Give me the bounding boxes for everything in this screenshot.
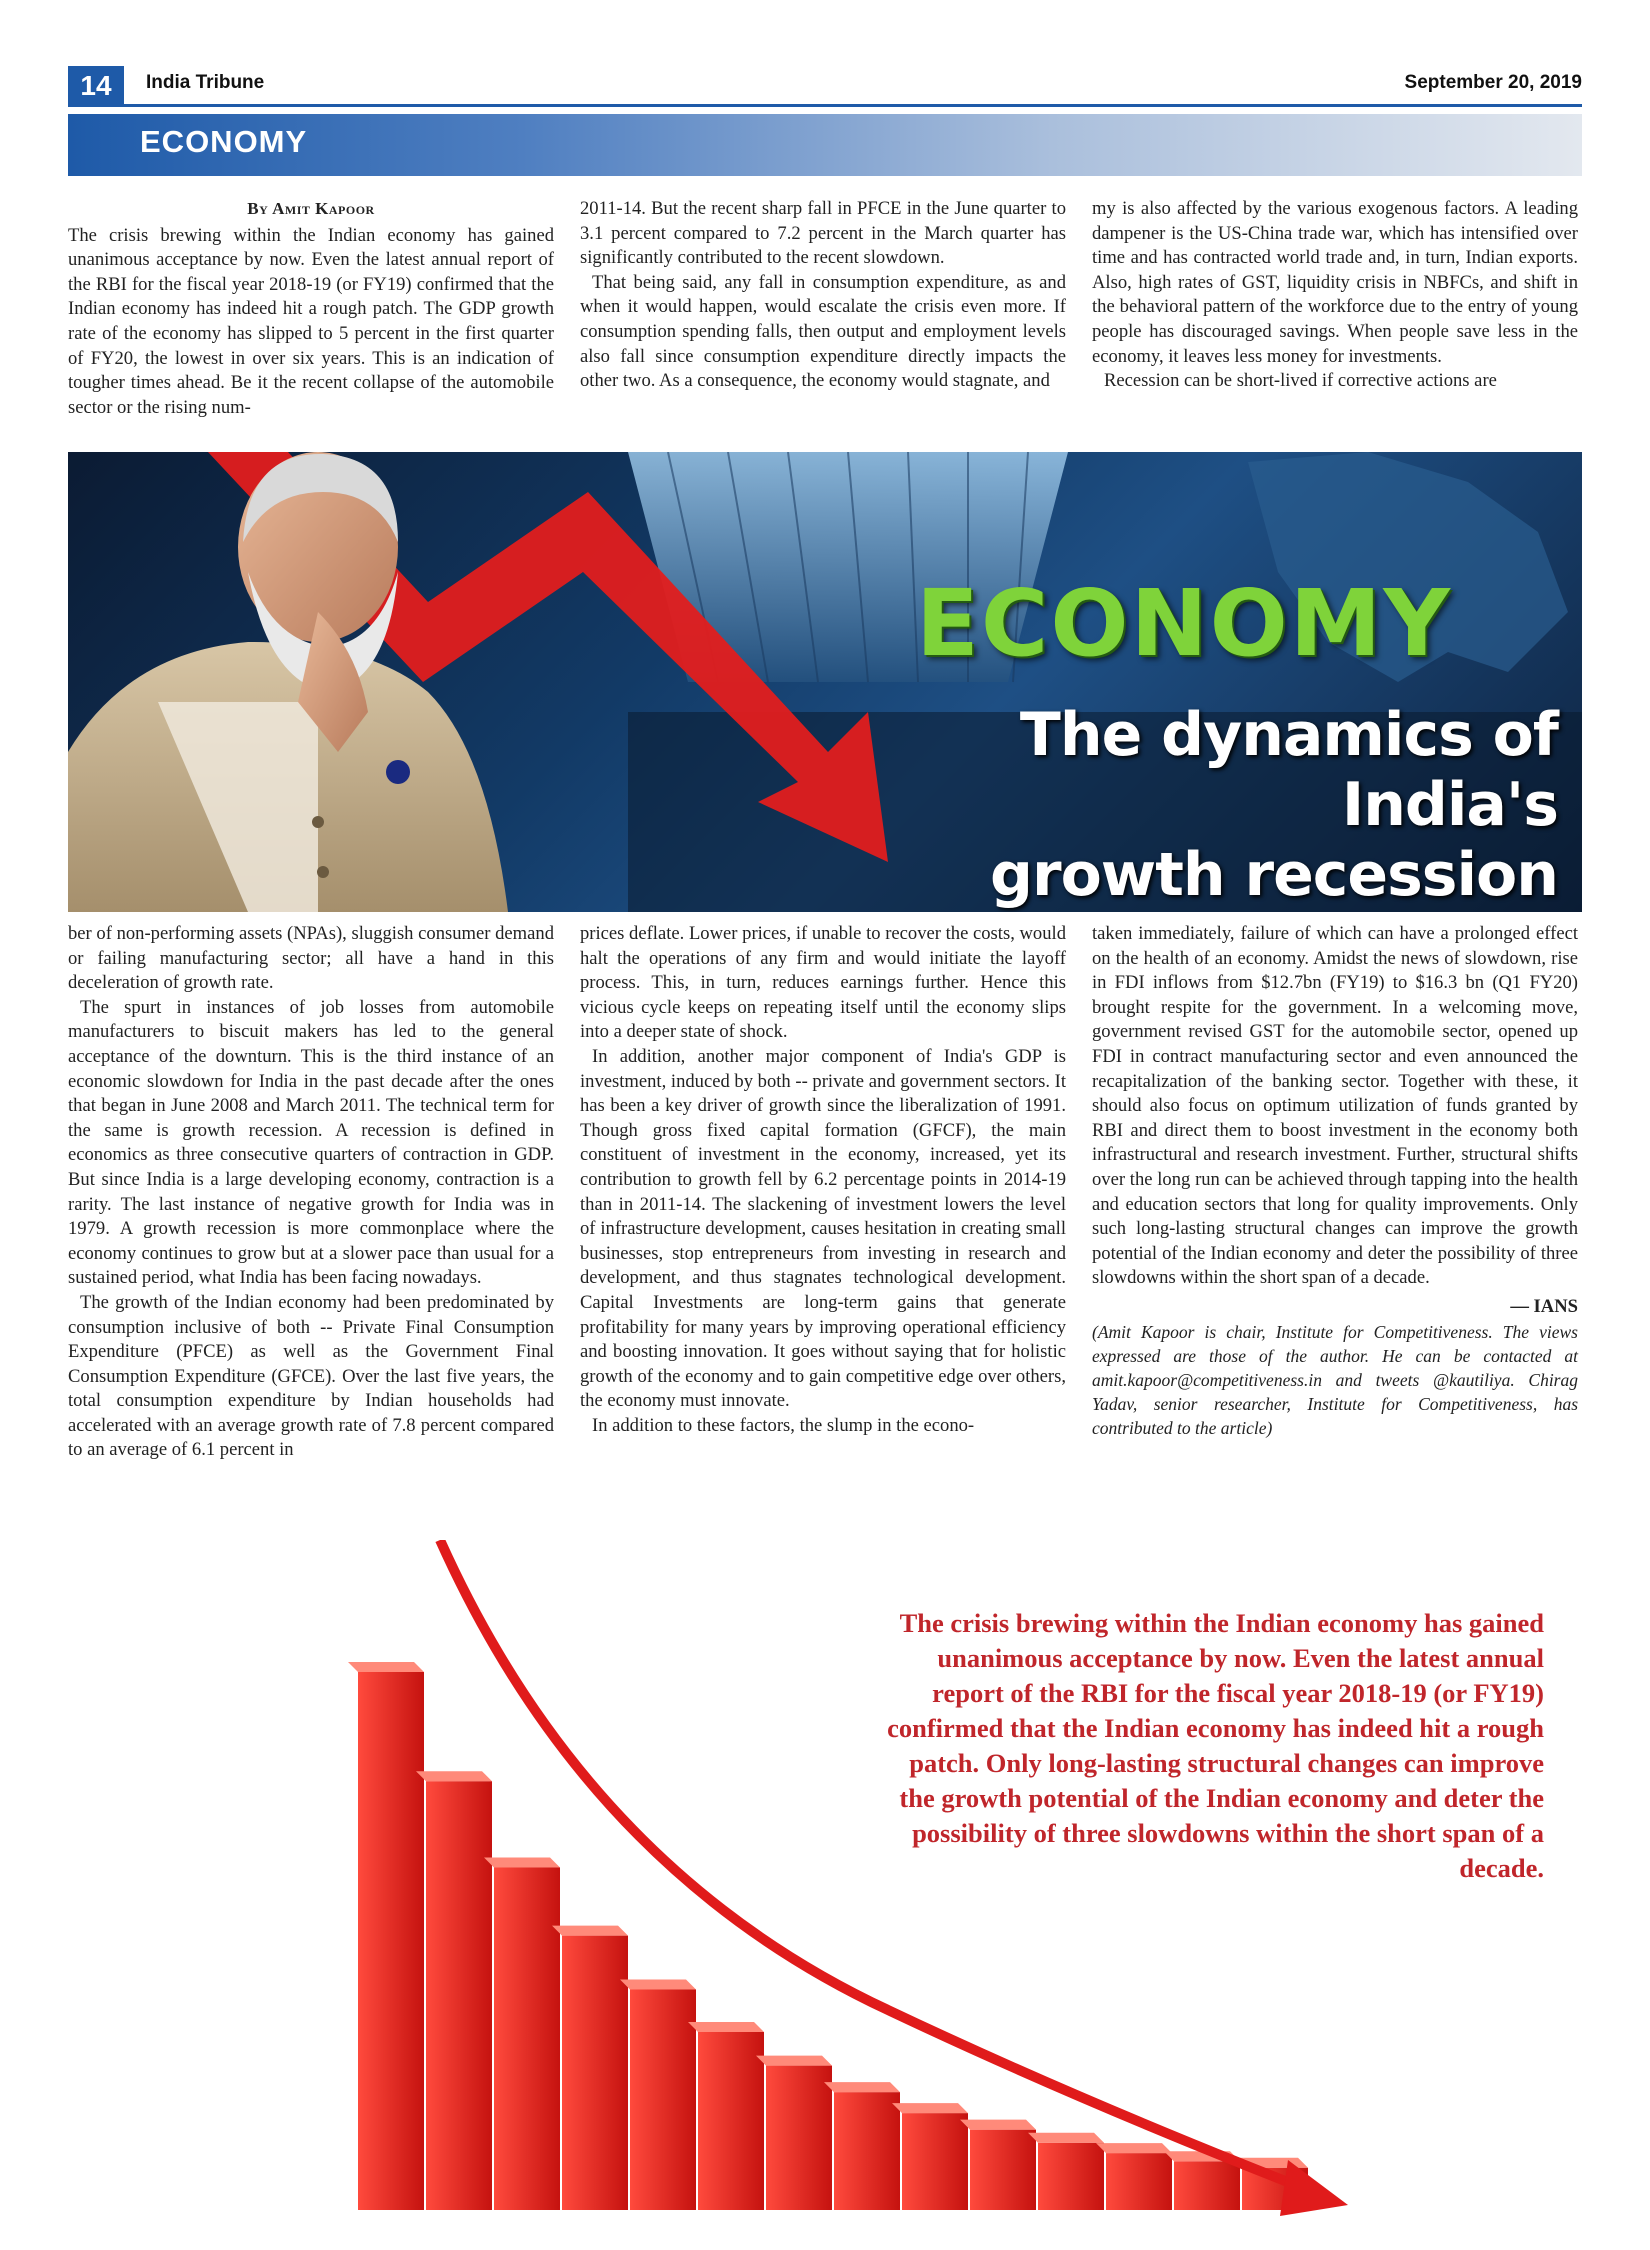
decorative-bar-top [416,1771,492,1781]
decorative-bar-top [960,2120,1036,2130]
decorative-bar-top [824,2082,900,2092]
hero-headline [798,700,1558,910]
paragraph: prices deflate. Lower prices, if unable to recover the costs, would halt the operations of any firm and would initiate the layoff process. This, in turn, reduces earnings further. Hence this vicious cycle keeps on repeating itself until the economy slips into a deeper state of shock. [580,923,1066,1043]
paragraph: In addition to these factors, the slump in the econo- [592,1414,975,1436]
author-note: (Amit Kapoor is chair, Institute for Competitiveness. The views expressed are those of the author. He can be contacted at amit.kapoor@competitiveness.in and tweets @kautiliya. Chirag Yadav, senior researcher, Institute for Competitiveness, has contributed to the article) [1092,1321,1578,1438]
paragraph: That being said, any fall in consumption expenditure, as and when it would happen, would escalate the crisis even more. If consumption spending falls, then output and employment levels also fall since consumption expenditure directly impacts the other two. As a consequence, the economy would stagnate, and [580,271,1066,392]
article-column-2-top [580,197,1066,394]
decorative-bar [970,2130,1036,2210]
decorative-bar-top [620,1979,696,1989]
paragraph: The spurt in instances of job losses from automobile manufacturers to biscuit makers has led to the general acceptance of the downturn. This is the third instance of an economic slowdown for India in the past decade after the ones that began in June 2008 and March 2011. The technical term for the same is growth recession. A recession is defined in economics as three consecutive quarters of contraction in GDP. But since India is a large developing economy, contraction is a rarity. The last instance of negative growth for India was in 1979. A growth recession is more commonplace where the economy continues to grow but at a slower pace than usual for a sustained period, what India has been facing nowadays. [68,996,554,1289]
news-agency-credit: — IANS [1510,1295,1578,1317]
decorative-bar-top [1028,2133,1104,2143]
decorative-bar-top [348,1662,424,1672]
trend-arrow-head [1280,2160,1348,2216]
decorative-bar [902,2113,968,2210]
decorative-bar [834,2092,900,2210]
pull-quote: The crisis brewing within the Indian economy has gained unanimous acceptance by now. Even the latest annual report of the RBI for the fiscal year 2018-19 (or FY19) confirmed that the Indian economy has indeed hit a rough patch. Only long-lasting structural changes can improve the growth potential of the Indian economy and deter the possibility of three slowdowns within the short span of a decade. [887,1608,1544,1883]
section-label: ECONOMY [140,124,308,159]
decorative-bar [1106,2153,1172,2210]
page-number: 14 [68,66,124,106]
publication-name: India Tribune [146,72,265,93]
hero-headline-line-1: The dynamics of India's [1019,700,1558,840]
article-column-3-top [1092,197,1578,394]
paragraph: 2011-14. But the recent sharp fall in PFCE in the June quarter to 3.1 percent compared to 7.2 percent in the March quarter has significantly contributed to the recent slowdown. [580,198,1066,269]
decorative-bar [562,1936,628,2210]
paragraph: The growth of the Indian economy had been predominated by consumption inclusive of both -- Private Final Consumption Expenditure (PFCE) as well as the Government Final Consumption Expenditure (GFCE). Over the last five years, the total consumption expenditure by Indian households had accelerated with an average growth rate of 7.8 percent compared to an average of 6.1 percent in [68,1291,554,1461]
decorative-bar-top [756,2056,832,2066]
decorative-bar [1038,2143,1104,2210]
header-rule [68,104,1582,107]
decorative-bar [494,1867,560,2210]
paragraph: taken immediately, failure of which can have a prolonged effect on the health of an economy. Amidst the news of slowdown, rise in FDI inflows from $12.7bn (FY19) to $16.3 bn (Q1 FY20) brought respite for the government. In a welcoming move, government revised GST for the automobile sector, opened up FDI in contract manufacturing sector and even announced the recapitalization of the banking sector. Together with these, it should also focus on optimum utilization of funds granted by RBI and direct them to boost investment in the economy both infrastructural and research investment. Further, structural shifts over the long run can be achieved through tapping into the health and education sectors that long for quality improvements. Only such long-lasting structural changes can improve the growth potential of the Indian economy and deter the possibility of three slowdowns within the short span of a decade. [1092,923,1578,1289]
paragraph: ber of non-performing assets (NPAs), sluggish consumer demand or failing manufacturing sector; all have a hand in this deceleration of growth rate. [68,923,554,994]
article-column-1-bottom [68,922,554,1463]
decorative-bar [698,2032,764,2210]
paragraph: The crisis brewing within the Indian economy has gained unanimous acceptance by now. Even the latest annual report of the RBI for the fiscal year 2018-19 (or FY19) confirmed that the Indian economy has indeed hit a rough patch. The GDP growth rate of the economy has slipped to 5 percent in the first quarter of FY20, the lowest in over six years. This is an indication of tougher times ahead. Be it the recent collapse of the automobile sector or the rising num- [68,224,554,418]
decorative-bar-top [892,2103,968,2113]
hero-image [68,452,1582,912]
decorative-bar-top [484,1857,560,1867]
paragraph: In addition, another major component of India's GDP is investment, induced by both -- private and government sectors. It has been a key driver of growth since the liberalization of 1991. Though gross fixed capital formation (GFCF), the main constituent of investment in the economy, increased, yet its contribution to growth fell by 6.2 percentage points in 2014-19 than in 2011-14. The slackening of investment lowers the level of infrastructure development, causes hesitation in creating small businesses, stop entrepreneurs from investing in research and development, and thus stagnates technological development. Capital Investments are long-term gains that generate profitability for many years by improving operational efficiency and boosting innovation. It goes without saying that for holistic growth of the economy and to gain competitive edge over others, the economy must innovate. [580,1045,1066,1412]
person-illustration [68,452,508,912]
decorative-bar-top [1096,2143,1172,2153]
article-column-1-top [68,197,554,420]
decorative-bar [426,1781,492,2210]
decorative-bar [630,1989,696,2210]
article-column-3-bottom [1092,922,1578,1440]
issue-date: September 20, 2019 [1404,72,1582,93]
hero-headline-line-2: growth recession [990,840,1558,910]
byline: By Amit Kapoor [247,199,375,218]
hero-kicker: ECONOMY [916,570,1452,677]
paragraph: Recession can be short-lived if corrective actions are [1104,370,1497,392]
decorative-bar [1174,2161,1240,2210]
decorative-bar [358,1672,424,2210]
article-column-2-bottom [580,922,1066,1438]
decorative-bar-top [688,2022,764,2032]
decorative-bar [766,2066,832,2210]
paragraph: my is also affected by the various exogenous factors. A leading dampener is the US-China trade war, which has intensified over time and has contracted world trade and, in turn, Indian exports. Also, high rates of GST, liquidity crisis in NBFCs, and shift in the behavioral pattern of the workforce due to the entry of young people has discouraged savings. When people save less in the economy, it leaves less money for investments. [1092,198,1578,367]
decorative-bar-top [552,1926,628,1936]
